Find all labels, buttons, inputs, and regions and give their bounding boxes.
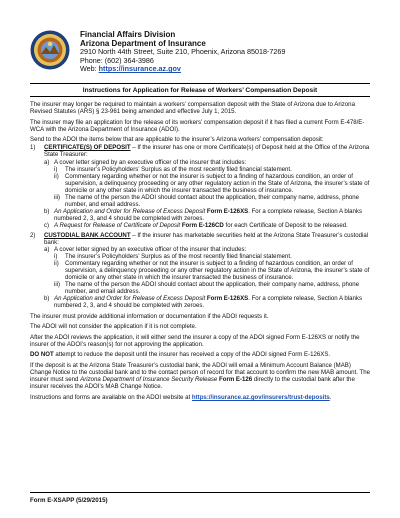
subitem-text: The name of the person the ADOI should contact about the application, their company name, address, phone number, and email address. <box>65 281 360 296</box>
form-title: An Application and Order for Release of Excess Deposit <box>54 295 206 303</box>
form-number: Form E-126XS <box>205 207 249 215</box>
subitem-text: The name of the person the ADOI should contact about the application, their company name, address, phone number, and email address. <box>65 193 360 208</box>
closing-text: If the deposit is at the Arizona State Treasurer’s custodial bank, the ADOI will email a Minimum Account Balance (MAB) Change Notice to the custodial bank and to the contact person of record for that account to confirm the new MAB amount. The insurer must send <box>30 362 370 384</box>
item-label: a) <box>44 246 50 254</box>
title-top-rule <box>30 83 370 84</box>
letterhead <box>80 30 285 74</box>
footer-rule <box>30 492 370 493</box>
arizona-seal-logo <box>30 30 70 70</box>
subitem-label: i) <box>54 165 58 173</box>
section-heading: CUSTODIAL BANK ACCOUNT <box>44 231 131 239</box>
subitem-text: The insurer’s Policyholders’ Surplus as of the most recently filed financial statement. <box>65 253 292 261</box>
closing-text: directly to the custodial bank after the insurer receives the ADOI’s MAB Change Notice. <box>30 376 355 391</box>
item-text: . For a complete release, Section A blanks numbered 2, 3, and 4 should be completed with zeroes. <box>54 207 363 222</box>
address: 2910 North 44th Street, Suite 210, Phoenix, Arizona 85018-7269 <box>80 47 286 56</box>
section-number: 1) <box>30 144 36 152</box>
section-number: 2) <box>30 231 36 239</box>
trust-deposits-link[interactable]: https://insurance.az.gov/insurers/trust-deposits <box>191 393 330 401</box>
closing-paragraph: After the ADOI reviews the application, it will either send the insurer a copy of the ADOI signed Form E-126XS or notify the insurer of the ADOI’s reason(s) for not approving the application. <box>30 333 360 348</box>
section-heading-text: – If the insurer has marketable securities held at the Arizona State Treasurer’s custodial bank: <box>44 231 369 247</box>
intro-paragraph: Send to the ADOI the items below that are applicable to the insurer’s Arizona workers’ compensation deposit: <box>30 136 324 144</box>
department-name: Arizona Department of Insurance <box>80 39 206 48</box>
web-label: Web: <box>80 64 97 74</box>
subitem-label: iii) <box>54 281 61 289</box>
website-line <box>80 65 285 74</box>
item-text: . For a complete release, Section A blanks numbered 2, 3, and 4 should be completed with zeroes. <box>54 295 363 310</box>
title-bottom-rule <box>30 96 370 97</box>
closing-paragraph: The insurer must provide additional information or documentation if the ADOI requests it. <box>30 312 269 320</box>
page-title: Instructions for Application for Release of Workers’ Compensation Deposit <box>82 87 318 94</box>
subitem-label: ii) <box>54 260 59 268</box>
section-custodial-bank <box>30 232 370 310</box>
item-label: b) <box>44 295 50 303</box>
phone: Phone: (602) 364-3986 <box>80 55 154 65</box>
subitem-label: ii) <box>54 172 59 180</box>
intro-paragraph: The insurer may longer be required to maintain a workers’ compensation deposit with the State of Arizona due to Arizona Revised Statutes (ARS) § 23-961 being amended and effective July 1, 2015. <box>30 101 355 116</box>
item-text: A cover letter signed by an executive officer of the insurer that includes: <box>54 246 247 254</box>
closing-paragraph: The ADOI will not consider the application if it is not complete. <box>30 323 197 331</box>
subitem-text: The insurer’s Policyholders’ Surplus as of the most recently filed financial statement. <box>65 165 292 173</box>
do-not-emphasis: DO NOT <box>30 351 54 359</box>
intro-paragraph: The insurer may file an application for the release of its workers’ compensation deposit if it has filed a current Form E-478/E-WCA with the Arizona Department of Insurance (ADOI). <box>30 118 365 133</box>
subitem-label: i) <box>54 253 58 261</box>
subitem-text: Commentary regarding whether or not the insurer is subject to a finding of hazardous condition, an order of supervision, a delinquency proceeding or any other regulatory action in the State of Arizona, the insurer’s state of domicile or any other state in which the insurer transacted the business of insurance. <box>65 172 370 194</box>
item-text: for each Certificate of Deposit to be released. <box>223 221 348 229</box>
closing-paragraph <box>30 394 370 401</box>
closing-paragraph <box>30 351 370 358</box>
form-title: Arizona Department of Insurance Security Release <box>80 376 218 384</box>
closing-text: . <box>329 393 332 401</box>
subitem-label: iii) <box>54 193 61 201</box>
division-name: Financial Affairs Division <box>80 30 176 39</box>
section-certificates <box>30 144 370 229</box>
section-heading-text: – If the insurer has one or more Certificate(s) of Deposit held at the Office of the Arizona State Treasurer: <box>44 144 370 159</box>
closing-text: attempt to reduce the deposit until the insurer has received a copy of the ADOI signed Form E-126XS. <box>53 351 331 359</box>
form-number: Form E-126 <box>217 376 253 384</box>
form-title: A Request for Release of Certificate of Deposit <box>54 221 181 229</box>
instructions-body <box>30 101 370 405</box>
form-number: Form E-126CD <box>180 221 224 229</box>
item-label: c) <box>44 221 50 229</box>
subitem-text: Commentary regarding whether or not the insurer is subject to a finding of hazardous condition, an order of supervision, a delinquency proceeding or any other regulatory action in the State of Arizona, the insurer’s state of domicile or any other state in which the insurer transacted the business of insurance. <box>65 260 370 282</box>
item-label: b) <box>44 207 50 215</box>
item-text: A cover letter signed by an executive officer of the insurer that includes: <box>54 158 247 166</box>
form-number: Form E-126XS <box>205 295 249 303</box>
closing-paragraph <box>30 362 370 390</box>
closing-text: Instructions and forms are available on the ADOI website at <box>30 393 192 401</box>
form-id-footer: Form E-XSAPP (5/29/2015) <box>30 497 108 504</box>
item-label: a) <box>44 158 50 166</box>
form-title: An Application and Order for Release of Excess Deposit <box>54 207 206 215</box>
website-link[interactable]: https://insurance.az.gov <box>98 64 181 74</box>
section-heading: CERTIFICATE(S) OF DEPOSIT <box>44 144 131 152</box>
